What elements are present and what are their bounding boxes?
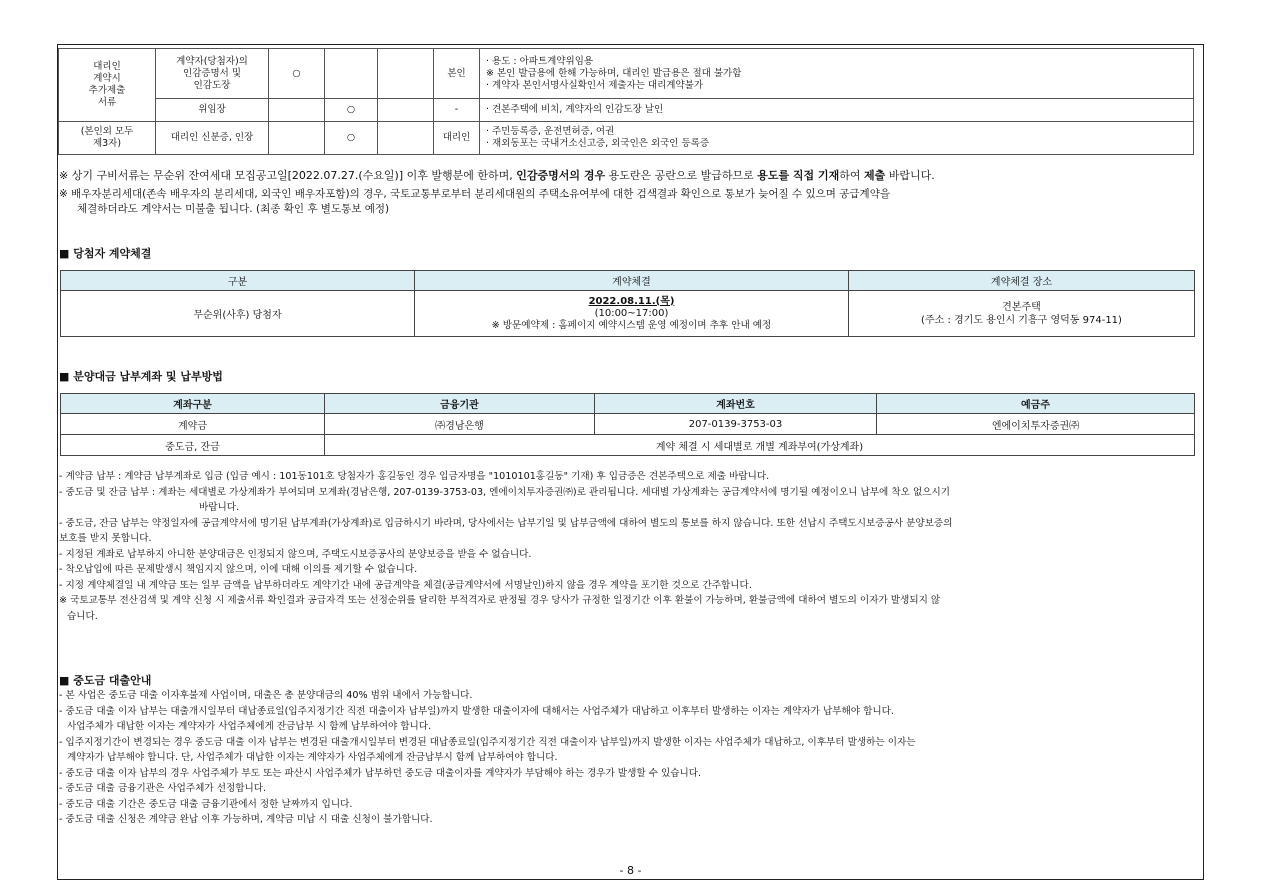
instruction-line: - 중도금 대출 이자 납부의 경우 사업주체가 부도 또는 파산시 사업주체가 납부하던 중도금 대출이자를 계약자가 부담해야 하는 경우가 발생할 수 있습니다. xyxy=(59,767,702,779)
doc-cell: 위임장 xyxy=(156,99,269,122)
empty-cell xyxy=(378,99,434,122)
instruction-line: 습니다. xyxy=(67,610,98,622)
instruction-line: - 중도금 대출 기간은 중도금 대출 금융기관에서 정한 날짜까지 입니다. xyxy=(59,798,353,810)
payment-instructions xyxy=(59,469,1201,624)
note-cell: · 용도 : 아파트계약위임용 ※ 본인 발급용에 한해 가능하며, 대리인 발급용은 절대 불가함 · 계약자 본인서명사실확인서 제출자는 대리계약불가 xyxy=(480,49,1194,99)
loan-instructions xyxy=(59,688,1201,828)
payment-account-table xyxy=(60,393,1195,456)
section-title-contract: ■ 당첨자 계약체결 xyxy=(59,247,152,260)
empty-cell xyxy=(378,122,434,155)
contract-table xyxy=(60,270,1195,337)
mark-cell xyxy=(325,49,378,99)
instruction-line: - 입주지정기간이 변경되는 경우 중도금 대출 이자 납부는 변경된 대출개시일부터 변경된 대납종료일(입주지정기간 직전 대출이자 납부일)까지 발생한 이자는 사업주체가 대납하고, 이후부터 발생하는 이자는 xyxy=(59,736,916,748)
instruction-line: - 지정된 계좌로 납부하지 아니한 분양대금은 인정되지 않으며, 주택도시보증공사의 분양보증을 받을 수 없습니다. xyxy=(59,548,532,560)
table-cell: 중도금, 잔금 xyxy=(61,435,325,456)
instruction-line: - 중도금 및 잔금 납부 : 계좌는 세대별로 가상계좌가 부여되며 모계좌(경남은행, 207-0139-3753-03, 엔에이치투자증권㈜)로 관리됩니다. 세대별 가상계좌는 공급계약서에 명기될 예정이오니 납부에 착오 없으시기 xyxy=(59,486,951,498)
proxy-group-label-2: (본인외 모두 제3자) xyxy=(59,122,156,155)
instruction-line: - 중도금 대출 금융기관은 사업주체가 선정합니다. xyxy=(59,783,267,794)
note-cell: · 견본주택에 비치, 계약자의 인감도장 날인 xyxy=(480,99,1194,122)
note-document-validity: ※ 상기 구비서류는 무순위 잔여세대 모집공고일[2022.07.27.(수요일)] 이후 발행분에 한하며, 인감증명서의 경우 용도란은 공란으로 발급하므로 용도를 직접 기재하여 제출 바랍니다. xyxy=(59,169,935,182)
table-cell: 엔에이치투자증권㈜ xyxy=(877,414,1195,435)
instruction-line: 바랍니다. xyxy=(199,502,240,513)
instruction-line: - 중도금, 잔금 납부는 약정일자에 공급계약서에 명기된 납부계좌(가상계좌)로 입금하시기 바라며, 당사에서는 납부기일 및 납부금액에 대하여 별도의 통보를 하지 않습니다. 또한 선납시 주택도시보증공사 분양보증의 xyxy=(59,517,953,529)
mark-cell xyxy=(269,99,325,122)
instruction-line: - 중도금 대출 신청은 계약금 완납 이후 가능하며, 계약금 미납 시 대출 신청이 불가합니다. xyxy=(59,814,433,825)
instruction-line: - 지정 계약체결일 내 계약금 또는 일부 금액을 납부하더라도 계약기간 내에 공급계약을 체결(공급계약서에 서명날인)하지 않을 경우 계약을 포기한 것으로 간주합니다. xyxy=(59,579,752,591)
proxy-documents-table xyxy=(58,48,1194,155)
instruction-line: - 계약금 납부 : 계약금 납부계좌로 입금 (입금 예시 : 101동101호 당첨자가 홍길동인 경우 입금자명을 "1010101홍길동" 기재) 후 입금증은 견본주택으로 제출 바랍니다. xyxy=(59,471,770,482)
contract-date-cell: 2022.08.11.(목) (10:00~17:00) ※ 방문예약제 : 홈페이지 예약시스템 운영 예정이며 추후 안내 예정 xyxy=(415,291,849,337)
instruction-line: ※ 국토교통부 전산검색 및 계약 신청 시 제출서류 확인결과 공급자격 또는 선정순위를 달리한 부적격자로 판정될 경우 당사가 규정한 일정기간 이후 환불이 가능하며, 환불금액에 대하여 별도의 이자가 발생되지 않 xyxy=(59,595,941,606)
instruction-line: 보호를 받지 못합니다. xyxy=(59,533,152,544)
issuer-cell: 본인 xyxy=(434,49,480,99)
proxy-group-label: 대리인 계약시 추가제출 서류 xyxy=(59,49,156,122)
mark-cell: ○ xyxy=(325,99,378,122)
col-header: 계좌구분 xyxy=(61,394,325,414)
col-header: 계좌번호 xyxy=(595,394,877,414)
table-cell: 계약 체결 시 세대별로 개별 계좌부여(가상계좌) xyxy=(325,435,1195,456)
note-spouse-separate-household: ※ 배우자분리세대(존속 배우자의 분리세대, 외국인 배우자포함)의 경우, 국토교통부로부터 분리세대원의 주택소유여부에 대한 검색결과 확인으로 통보가 늦어질 수 있으며 공급계약을 체결하더라도 계약서는 미불출 됩니다. (최종 확인 후 별도통보 예정) xyxy=(59,188,890,215)
instruction-line: - 착오납입에 따른 문제발생시 책임지지 않으며, 이에 대해 이의를 제기할 수 없습니다. xyxy=(59,564,418,575)
contract-place-cell: 견본주택 (주소 : 경기도 용인시 기흥구 영덕동 974-11) xyxy=(849,291,1195,337)
table-cell: ㈜경남은행 xyxy=(325,414,595,435)
note-cell: · 주민등록증, 운전면허증, 여권 · 재외동포는 국내거소신고증, 외국인은 외국인 등록증 xyxy=(480,122,1194,155)
instruction-line: 계약자가 납부해야 합니다. 단, 사업주체가 대납한 이자는 계약자가 사업주체에게 잔금납부시 함께 납부하여야 합니다. xyxy=(67,752,558,763)
mark-cell: ○ xyxy=(269,49,325,99)
empty-cell xyxy=(378,49,434,99)
doc-cell: 계약자(당첨자)의 인감증명서 및 인감도장 xyxy=(156,49,269,99)
mark-cell xyxy=(269,122,325,155)
issuer-cell: - xyxy=(434,99,480,122)
instruction-line: - 중도금 대출 이자 납부는 대출개시일부터 대납종료일(입주지정기간 직전 대출이자 납부일)까지 발생한 대출이자에 대해서는 사업주체가 대납하고 이후부터 발생하는 이자는 계약자가 납부해야 합니다. xyxy=(59,705,894,717)
instruction-line: - 본 사업은 중도금 대출 이자후불제 사업이며, 대출은 총 분양대금의 40% 범위 내에서 가능합니다. xyxy=(59,690,473,701)
page-number: - 8 - xyxy=(619,864,642,877)
contract-type-cell: 무순위(사후) 당첨자 xyxy=(61,291,415,337)
instruction-line: 사업주체가 대납한 이자는 계약자가 사업주체에게 잔금납부 시 함께 납부하여야 합니다. xyxy=(67,721,432,732)
col-header: 구분 xyxy=(61,271,415,291)
col-header: 금융기관 xyxy=(325,394,595,414)
col-header: 계약체결 xyxy=(415,271,849,291)
section-title-payment: ■ 분양대금 납부계좌 및 납부방법 xyxy=(59,370,223,383)
col-header: 예금주 xyxy=(877,394,1195,414)
col-header: 계약체결 장소 xyxy=(849,271,1195,291)
table-cell: 계약금 xyxy=(61,414,325,435)
table-cell: 207-0139-3753-03 xyxy=(595,414,877,435)
doc-cell: 대리인 신분증, 인장 xyxy=(156,122,269,155)
issuer-cell: 대리인 xyxy=(434,122,480,155)
section-title-loan: ■ 중도금 대출안내 xyxy=(59,674,152,687)
mark-cell: ○ xyxy=(325,122,378,155)
